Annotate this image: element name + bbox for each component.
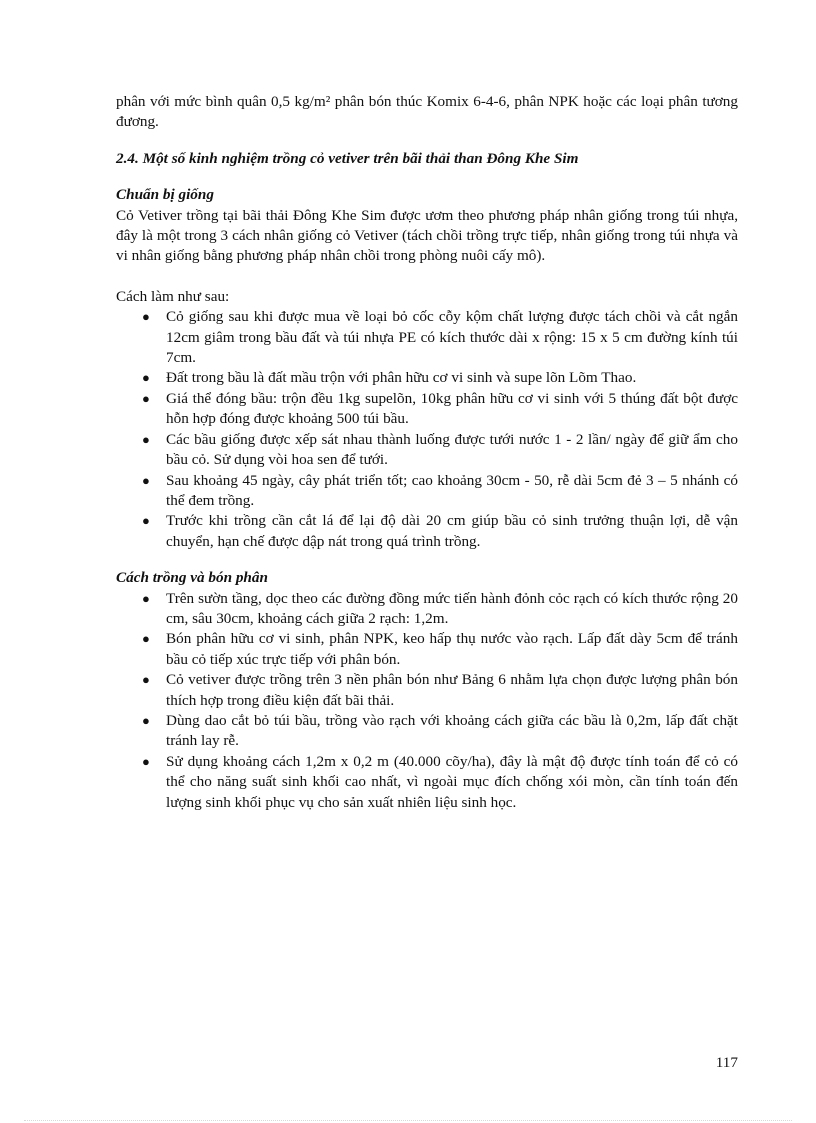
list-item-text: Đất trong bầu là đất mầu trộn với phân hữu cơ vi sinh và supe lõn Lõm Thao. (166, 369, 637, 387)
list-item (116, 471, 738, 512)
list-item-text: Cỏ vetiver được trồng trên 3 nền phân bón như Bảng 6 nhằm lựa chọn được lượng phân bón thích hợp trong điều kiện đất bãi thải. (166, 671, 738, 709)
list-item-text: Giá thể đóng bầu: trộn đều 1kg supelõn, 10kg phân hữu cơ vi sinh với 5 thúng đất bột được hỗn hợp đóng được khoảng 500 túi bầu. (166, 389, 738, 428)
list-item-text: Trên sườn tầng, dọc theo các đường đồng mức tiến hành đỏnh cỏc rạch có kích thước rộng 20 cm, sâu 30cm, khoảng cách giữa 2 rạch: 1,2m. (166, 589, 738, 627)
bullet-icon: ● (142, 712, 150, 728)
bullet-icon: ● (142, 631, 150, 647)
list-item (116, 629, 738, 670)
bullet-icon: ● (142, 431, 150, 447)
bullet-icon: ● (142, 590, 150, 606)
list-item-text: Dùng dao cắt bỏ túi bầu, trồng vào rạch với khoảng cách giữa các bầu là 0,2m, lấp đất chặt tránh lay rễ. (166, 711, 738, 750)
planting-bullet-list (116, 589, 738, 813)
footer-divider (24, 1120, 792, 1121)
list-item (116, 430, 738, 471)
planting-heading: Cách trồng và bón phân (116, 569, 268, 587)
prep-bullet-list (116, 307, 738, 552)
prep-paragraph: Cỏ Vetiver trồng tại bãi thải Đông Khe Sim được ươm theo phương pháp nhân giống trong túi nhựa, đây là một trong 3 cách nhân giống cỏ Vetiver (tách chồi trồng trực tiếp, nhân giống trong túi nhựa và vi nhân giống bằng phương pháp nhân chồi trong phòng nuôi cấy mô). (116, 206, 738, 265)
list-item-text: Sử dụng khoảng cách 1,2m x 0,2 m (40.000 cõy/ha), đây là mật độ được tính toán để cỏ có thể cho năng suất sinh khối cao nhất, vì ngoài mục đích chống xói mòn, cần tính toán đến lượng sinh khối phục vụ cho sản xuất nhiên liệu sinh học. (166, 752, 738, 811)
document-page (116, 92, 738, 813)
list-item (116, 511, 738, 552)
bullet-icon: ● (142, 370, 150, 386)
bullet-icon: ● (142, 513, 150, 529)
list-item (116, 307, 738, 368)
bullet-icon: ● (142, 472, 150, 488)
list-item-text: Bón phân hữu cơ vi sinh, phân NPK, keo hấp thụ nước vào rạch. Lấp đất dày 5cm để tránh bầu cỏ tiếp xúc trực tiếp với phân bón. (166, 630, 738, 668)
list-item-text: Sau khoảng 45 ngày, cây phát triển tốt; cao khoảng 30cm - 50, rễ dài 5cm đẻ 3 – 5 nhánh có thể đem trồng. (166, 471, 738, 509)
bullet-icon: ● (142, 753, 150, 769)
section-heading: 2.4. Một số kinh nghiệm trồng cỏ vetiver trên bãi thải than Đông Khe Sim (116, 149, 579, 167)
list-item (116, 670, 738, 711)
method-intro: Cách làm như sau: (116, 287, 230, 305)
bullet-icon: ● (142, 390, 150, 406)
list-item-text: Cỏ giống sau khi được mua về loại bỏ cốc cỗy kộm chất lượng được tách chồi và cắt ngắn 12cm giâm trong bầu đất và túi nhựa PE có kích thước dài x rộng: 15 x 5 cm đường kính túi 7cm. (166, 308, 738, 367)
spacer (116, 267, 738, 287)
page-number: 117 (715, 1054, 738, 1071)
list-item-text: Các bầu giống được xếp sát nhau thành luống được tưới nước 1 - 2 lần/ ngày để giữ ẩm cho bầu cỏ. Sử dụng vòi hoa sen để tưới. (166, 430, 738, 469)
list-item (116, 368, 738, 388)
list-item-text: Trước khi trồng cần cắt lá để lại độ dài 20 cm giúp bầu cỏ sinh trưởng thuận lợi, dễ vận chuyển, hạn chế được dập nát trong quá trình trồng. (166, 512, 738, 550)
intro-paragraph: phân với mức bình quân 0,5 kg/m² phân bón thúc Komix 6-4-6, phân NPK hoặc các loại phân tương đương. (116, 93, 738, 131)
bullet-icon: ● (142, 309, 150, 325)
list-item (116, 389, 738, 430)
bullet-icon: ● (142, 672, 150, 688)
list-item (116, 589, 738, 630)
list-item (116, 752, 738, 813)
list-item (116, 711, 738, 752)
prep-heading: Chuẩn bị giống (116, 186, 214, 204)
